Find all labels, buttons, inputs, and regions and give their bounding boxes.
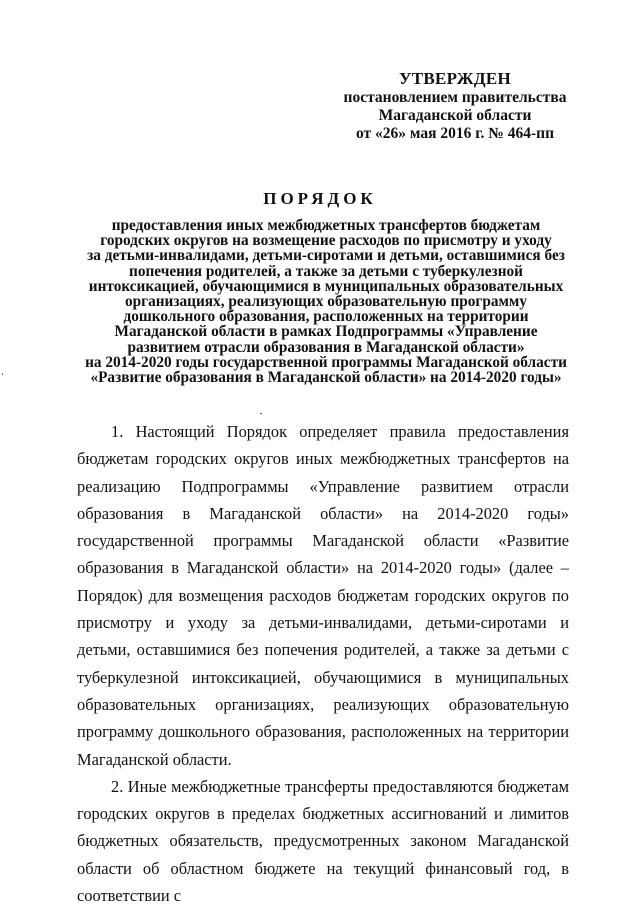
document-title: ПОРЯДОК bbox=[263, 189, 377, 208]
subtitle-line: Магаданской области в рамках Подпрограммы «Управление bbox=[114, 323, 538, 341]
approved-heading: УТВЕРЖДЕН bbox=[398, 69, 512, 88]
document-subtitle bbox=[76, 218, 576, 385]
scan-edge-mark bbox=[2, 373, 3, 375]
paragraph-1: 1. Настоящий Порядок определяет правила предоставления бюджетам городских округов иных межбюджетных трансфертов на реализацию Подпрограммы «Управление развитием отрасли образования в Магаданской области» на 2014-2020 годы» государственной программы Магаданской области «Развитие образования в Магаданской области» на 2014-2020 годы» (далее – Порядок) для возмещения расходов бюджетам городских округов по присмотру и уходу за детьми-инвалидами, детьми-сиротами и детьми, оставшимися без попечения родителей, а также за детьми с туберкулезной интоксикацией, обучающимися в муниципальных образовательных организациях, реализующих образовательную программу дошкольного образования, расположенных на территории Магаданской области. bbox=[77, 422, 569, 769]
subtitle-line: на 2014-2020 годы государственной программы Магаданской области bbox=[85, 353, 567, 371]
subtitle-line: развитием отрасли образования в Магаданской области» bbox=[127, 338, 525, 356]
subtitle-line: организациях, реализующих образовательную программу bbox=[124, 293, 527, 311]
approval-line-1: постановлением правительства bbox=[343, 89, 567, 106]
scan-dot bbox=[260, 413, 262, 414]
paragraph-2: 2. Иные межбюджетные трансферты предоставляются бюджетам городских округов в пределах бюджетных ассигнований и лимитов бюджетных обязательств, предусмотренных законом Магаданской области об областном бюджете на текущий финансовый год, в соответствии с bbox=[77, 776, 569, 906]
approval-line-2: Магаданской области bbox=[378, 107, 532, 124]
subtitle-line: дошкольного образования, расположенных на территории bbox=[123, 308, 529, 326]
approval-line-3: от «26» мая 2016 г. № 464-пп bbox=[355, 125, 554, 142]
subtitle-line: за детьми-инвалидами, детьми-сиротами и детьми, оставшимися без bbox=[87, 247, 565, 265]
subtitle-line: интоксикацией, обучающимися в муниципальных образовательных bbox=[88, 277, 564, 295]
approval-stamp bbox=[330, 68, 580, 143]
subtitle-line: предоставления иных межбюджетных трансфертов бюджетам bbox=[111, 217, 541, 234]
subtitle-line: попечения родителей, а также за детьми с туберкулезной bbox=[129, 262, 523, 280]
subtitle-line: городских округов на возмещение расходов по присмотру и уходу bbox=[100, 232, 552, 250]
subtitle-line: «Развитие образования в Магаданской области» на 2014-2020 годы» bbox=[90, 369, 562, 387]
document-body bbox=[77, 418, 569, 909]
